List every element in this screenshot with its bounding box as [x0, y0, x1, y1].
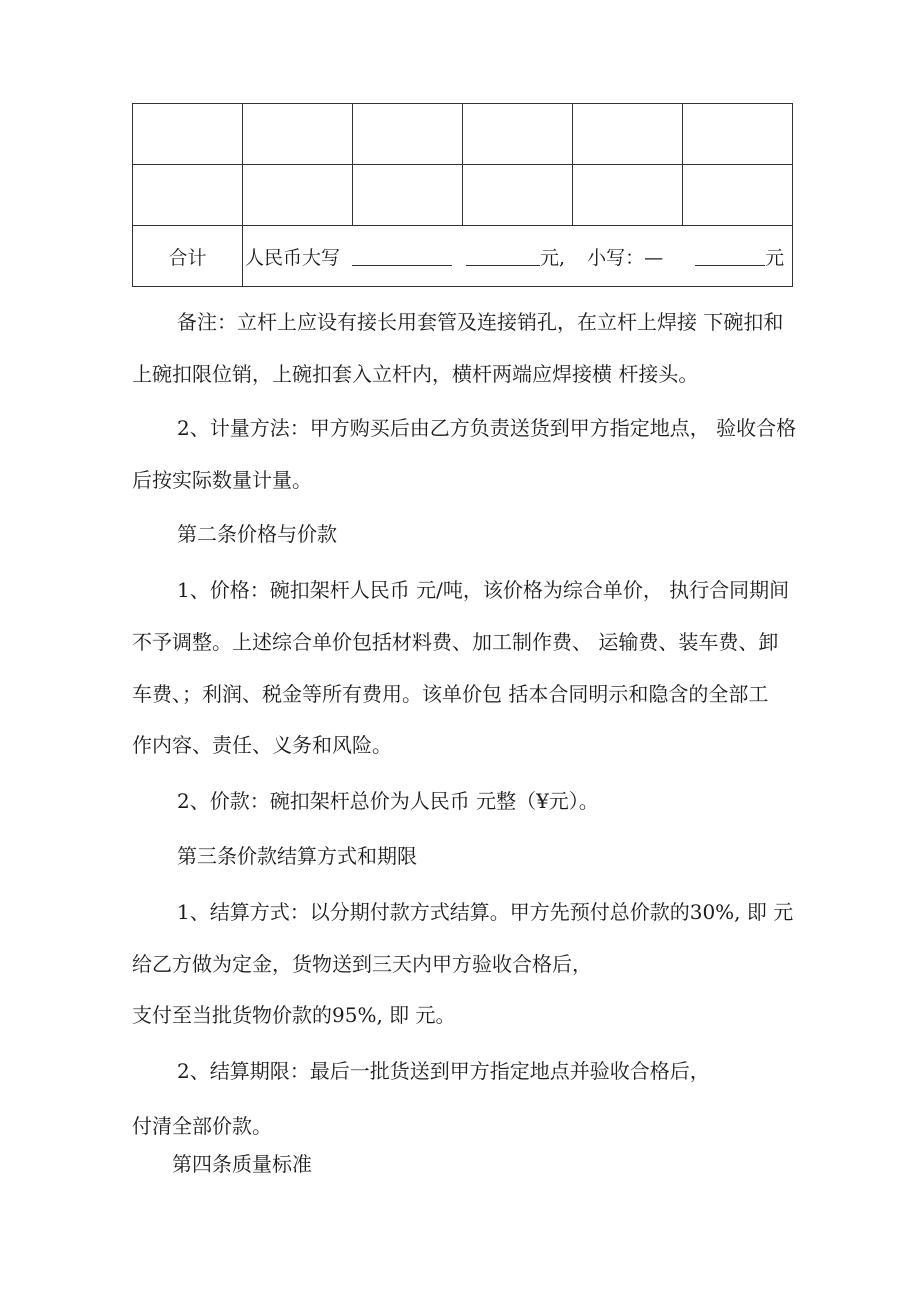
table-row [133, 104, 793, 165]
lowercase-amount-blank [695, 247, 765, 266]
table-cell [133, 104, 243, 165]
settlement-term-line-1: 2、结算期限：最后一批货送到甲方指定地点并验收合格后， [177, 1059, 710, 1083]
rmb-uppercase-label: 人民币大写 [245, 246, 341, 269]
table-cell [243, 165, 353, 226]
settlement-method-line-2: 给乙方做为定金，货物送到三天内甲方验收合格后， [132, 952, 592, 976]
payment-line: 2、价款：碗扣架杆总价为人民币 元整（¥元）。 [177, 789, 599, 813]
table-cell [353, 165, 463, 226]
lowercase-label: 小写：— [587, 246, 664, 269]
settlement-method-line-3: 支付至当批货物价款的95%, 即 元。 [132, 1003, 456, 1027]
article-3-title: 第三条价款结算方式和期限 [177, 844, 417, 868]
measurement-line-2: 后按实际数量计量。 [132, 468, 312, 492]
uppercase-amount-blank [352, 247, 452, 266]
yuan-label: 元, [540, 246, 566, 269]
total-row [133, 226, 793, 287]
measurement-line-1: 2、计量方法：甲方购买后由乙方负责送货到甲方指定地点， 验收合格 [177, 416, 797, 440]
table-cell [683, 104, 793, 165]
price-line-3: 车费、；利润、税金等所有费用。该单价包 括本合同明示和隐含的全部工 [132, 682, 769, 706]
table-cell [243, 104, 353, 165]
table-cell [353, 104, 463, 165]
yuan-end-label: 元 [765, 246, 785, 269]
table-cell [133, 165, 243, 226]
table-cell [573, 104, 683, 165]
table-cell [573, 165, 683, 226]
settlement-method-line-1: 1、结算方式：以分期付款方式结算。甲方先预付总价款的30%, 即 元 [177, 900, 794, 924]
settlement-term-line-2: 付清全部价款。 [132, 1114, 272, 1138]
price-table [132, 103, 793, 287]
remark-line-1: 备注：立杆上应设有接长用套管及连接销孔，在立杆上焊接 下碗扣和 [177, 310, 784, 334]
remark-line-2: 上碗扣限位销，上碗扣套入立杆内，横杆两端应焊接横 杆接头。 [132, 362, 699, 386]
price-line-4: 作内容、责任、义务和风险。 [132, 733, 392, 757]
table-row [133, 165, 793, 226]
table-cell [463, 104, 573, 165]
article-4-title: 第四条质量标准 [172, 1152, 312, 1176]
total-amount-cell [243, 226, 793, 287]
table-cell [683, 165, 793, 226]
article-2-title: 第二条价格与价款 [177, 522, 337, 546]
uppercase-amount-blank-2 [466, 247, 540, 266]
price-line-2: 不予调整。上述综合单价包括材料费、加工制作费、 运输费、装车费、卸 [132, 630, 779, 654]
total-label: 合计 [133, 226, 243, 287]
price-line-1: 1、价格：碗扣架杆人民币 元/吨，该价格为综合单价， 执行合同期间 [177, 578, 790, 602]
table-cell [463, 165, 573, 226]
